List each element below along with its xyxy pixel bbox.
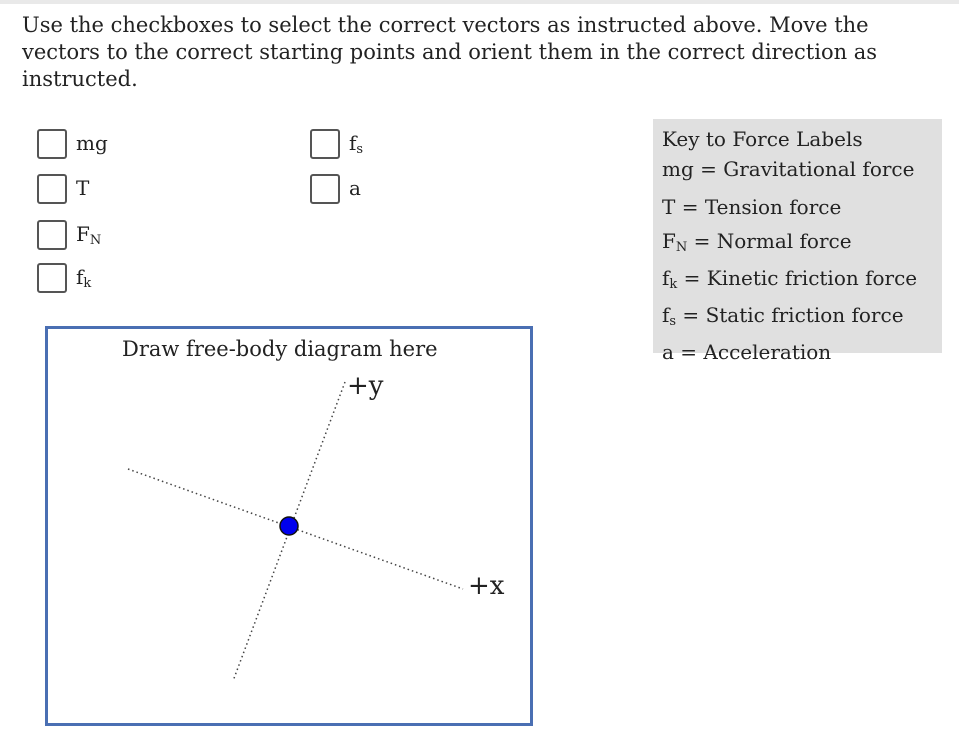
top-divider (0, 0, 959, 4)
checkbox-row-normal[interactable] (37, 220, 101, 250)
checkbox-row-acceleration[interactable] (310, 174, 361, 204)
checkbox-tension[interactable] (37, 174, 67, 204)
checkbox-acceleration[interactable] (310, 174, 340, 204)
checkbox-label-static: $f_s$ (349, 131, 364, 157)
diagram-svg[interactable] (48, 329, 530, 723)
instructions-text: Use the checkboxes to select the correct vectors as instructed above. Move the vectors to the correct starting points and orient them in the correct direction as instructed. (22, 13, 878, 91)
diagram-title: Draw free-body diagram here (122, 337, 438, 361)
checkbox-label-mg: mg (76, 131, 108, 155)
checkbox-label-kinetic: $f_k$ (76, 265, 92, 291)
key-entry: $f_k$ = Kinetic friction force (662, 266, 918, 292)
checkbox-mg[interactable] (37, 129, 67, 159)
free-body-diagram-canvas[interactable] (45, 326, 533, 726)
checkbox-static-friction[interactable] (310, 129, 340, 159)
checkbox-row-tension[interactable] (37, 174, 89, 204)
key-entry: T = Tension force (662, 195, 842, 219)
force-label-key (653, 119, 942, 364)
checkbox-label-tension: T (76, 176, 90, 200)
key-entry: $f_s$ = Static friction force (662, 303, 904, 329)
key-entry: a = Acceleration (662, 340, 832, 364)
key-entry: $F_N$ = Normal force (662, 229, 852, 255)
checkbox-row-kinetic[interactable] (37, 263, 91, 293)
x-axis-label: +x (468, 571, 505, 601)
checkbox-kinetic-friction[interactable] (37, 263, 67, 293)
origin-point[interactable] (280, 517, 298, 535)
checkbox-label-acceleration: a (349, 176, 361, 200)
y-axis-label: +y (347, 371, 384, 401)
checkbox-row-mg[interactable] (37, 129, 108, 159)
checkbox-normal-force[interactable] (37, 220, 67, 250)
checkbox-label-normal: $F_N$ (76, 222, 102, 248)
checkbox-row-static[interactable] (310, 129, 363, 159)
key-title: Key to Force Labels (662, 127, 863, 151)
key-entry: mg = Gravitational force (662, 157, 915, 181)
